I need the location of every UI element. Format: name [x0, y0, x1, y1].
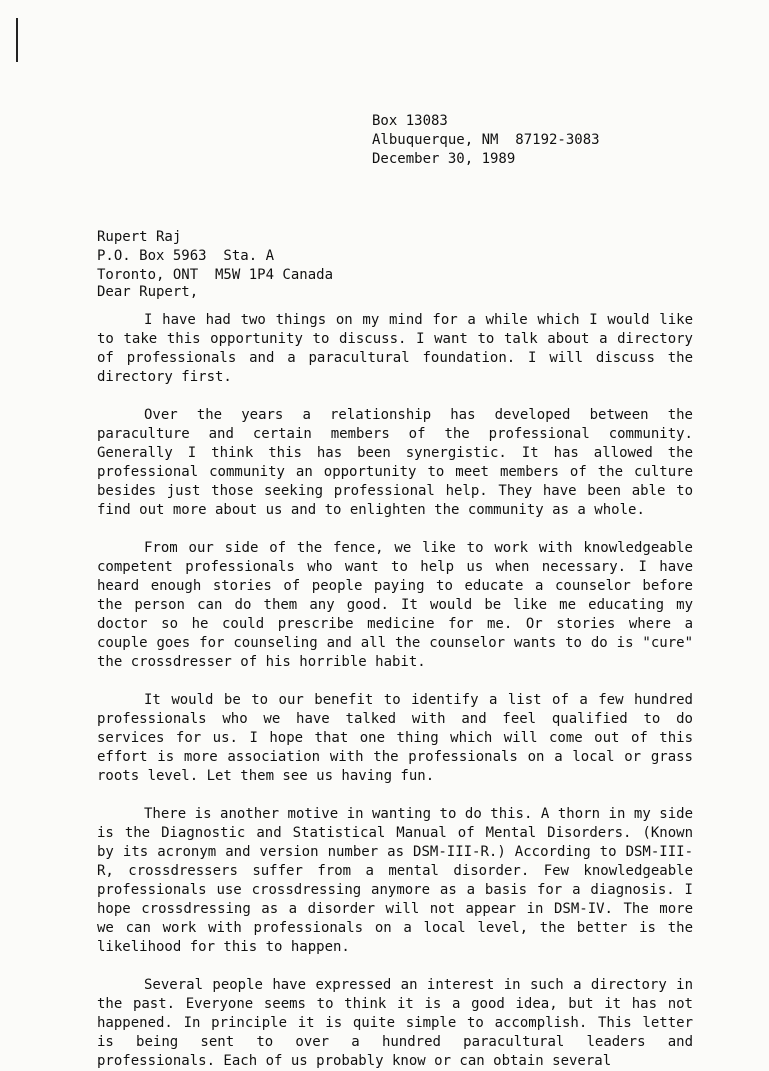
body-paragraph: Over the years a relationship has developed between the paraculture and certain members of the professional community. Generally I think this has been synergistic. It has allowed the professional community an opportunity to meet members of the culture besides just those seeking professional help. They have been able to find out more about us and to enlighten the community as a whole.	[97, 407, 693, 518]
sender-city: Albuquerque, NM 87192-3083	[372, 132, 600, 148]
sender-box: Box 13083	[372, 113, 448, 129]
body-paragraph: Several people have expressed an interest in such a directory in the past. Everyone seems to think it is a good idea, but it has not happened. In principle it is quite simple to accomplish. This letter is being sent to over a hundred paracultural leaders and professionals. Each of us probably know or can obtain several	[97, 977, 693, 1069]
body-paragraph: From our side of the fence, we like to work with knowledgeable competent professionals who want to help us when necessary. I have heard enough stories of people paying to educate a counselor before the person can do them any good. It would be like me educating my doctor so he could prescribe medicine for me. Or stories where a couple goes for counseling and all the counselor wants to do is "cure" the crossdresser of his horrible habit.	[97, 540, 693, 670]
recipient-address-line-1: P.O. Box 5963 Sta. A	[97, 248, 275, 264]
body-paragraph: It would be to our benefit to identify a list of a few hundred professionals who we have talked with and feel qualified to do services for us. I hope that one thing which will come out of this effort is more association with the professionals on a local or grass roots level. Let them see us having fun.	[97, 692, 693, 784]
recipient-address-line-2: Toronto, ONT M5W 1P4 Canada	[97, 267, 334, 283]
sender-address-block	[372, 112, 600, 169]
letter-date: December 30, 1989	[372, 151, 516, 167]
body-paragraph: I have had two things on my mind for a while which I would like to take this opportunity to discuss. I want to talk about a directory of professionals and a paracultural foundation. I will discuss the directory first.	[97, 312, 693, 385]
letter-body	[97, 311, 693, 1071]
recipient-name: Rupert Raj	[97, 229, 182, 245]
body-paragraph: There is another motive in wanting to do this. A thorn in my side is the Diagnostic and Statistical Manual of Mental Disorders. (Known by its acronym and version number as DSM-III-R.) According to DSM-III-R, crossdressers suffer from a mental disorder. Few knowledgeable professionals use crossdressing anymore as a basis for a diagnosis. I hope crossdressing as a disorder will not appear in DSM-IV. The more we can work with professionals on a local level, the better is the likelihood for this to happen.	[97, 806, 693, 955]
salutation: Dear Rupert,	[97, 284, 199, 300]
margin-bracket-mark	[16, 18, 18, 62]
recipient-address-block	[97, 228, 333, 285]
